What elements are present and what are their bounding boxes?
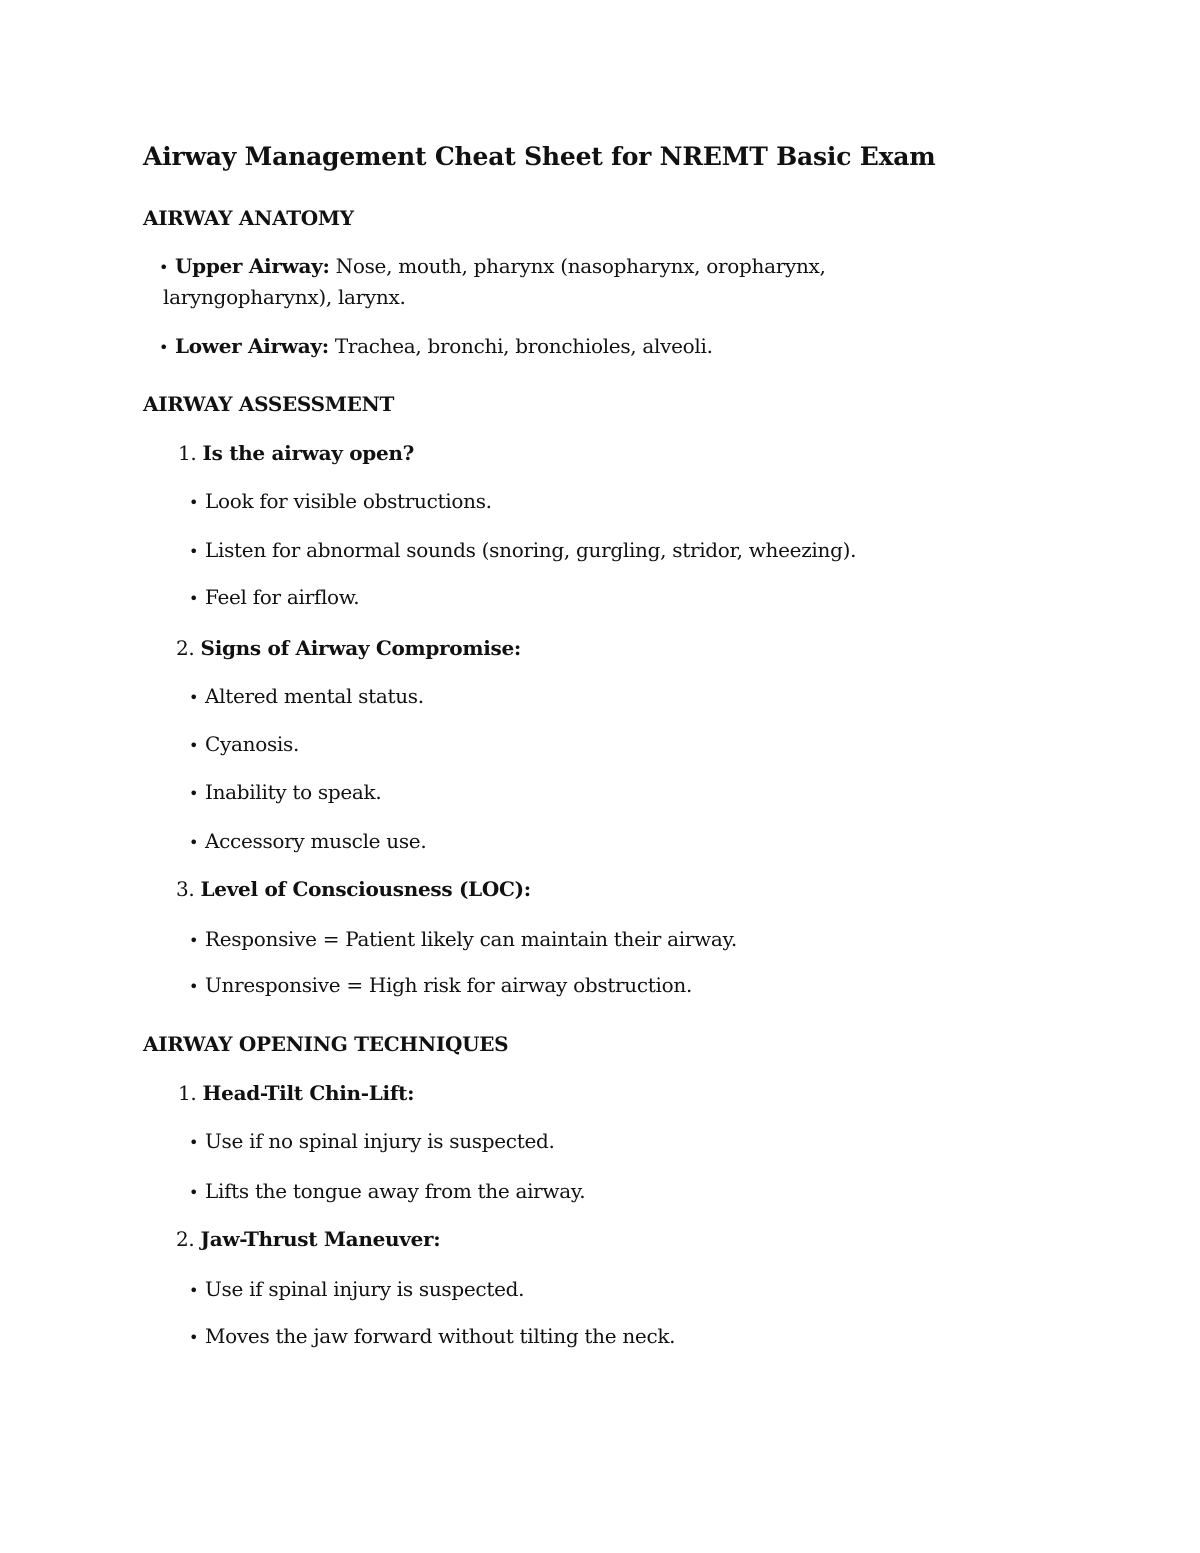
item-label: Jaw-Thrust Maneuver: <box>200 1227 441 1251</box>
item-label: Is the airway open? <box>202 441 415 465</box>
item-number: 1. <box>178 1081 197 1105</box>
numbered-item-airway-compromise <box>176 636 521 660</box>
item-number: 1. <box>178 441 197 465</box>
list-item: • Accessory muscle use. <box>189 829 427 853</box>
bullet-icon: • <box>189 1133 199 1152</box>
lower-airway-label: Lower Airway: <box>175 334 329 358</box>
list-item: • Feel for airflow. <box>189 585 360 609</box>
bullet-icon: • <box>189 784 199 803</box>
lower-airway-text: Trachea, bronchi, bronchioles, alveoli. <box>328 334 713 358</box>
item-number: 3. <box>176 877 195 901</box>
item-label: Head-Tilt Chin-Lift: <box>202 1081 415 1105</box>
document-title: Airway Management Cheat Sheet for NREMT Basic Exam <box>143 142 936 171</box>
list-item: • Unresponsive = High risk for airway obstruction. <box>189 973 693 997</box>
item-label: Signs of Airway Compromise: <box>200 636 521 660</box>
list-item: • Inability to speak. <box>189 780 382 804</box>
bullet-icon: • <box>189 1183 199 1202</box>
list-item: • Responsive = Patient likely can maintain their airway. <box>189 927 737 951</box>
numbered-item-airway-open <box>178 441 414 465</box>
bullet-icon: • <box>189 833 199 852</box>
list-item: • Cyanosis. <box>189 732 300 756</box>
list-item: • Use if no spinal injury is suspected. <box>189 1129 555 1153</box>
bullet-icon: • <box>189 542 199 561</box>
bullet-icon: • <box>189 736 199 755</box>
list-item: • Lifts the tongue away from the airway. <box>189 1179 586 1203</box>
list-item: • Altered mental status. <box>189 684 424 708</box>
list-item-upper-airway-cont: laryngopharynx), larynx. <box>163 285 406 309</box>
bullet-icon: • <box>189 589 199 608</box>
upper-airway-label: Upper Airway: <box>175 254 330 278</box>
list-item-lower-airway <box>159 334 713 358</box>
bullet-icon: • <box>159 338 169 357</box>
list-item: • Use if spinal injury is suspected. <box>189 1277 525 1301</box>
numbered-item-loc <box>176 877 531 901</box>
bullet-icon: • <box>189 493 199 512</box>
bullet-icon: • <box>189 1281 199 1300</box>
numbered-item-jaw-thrust <box>176 1227 440 1251</box>
item-label: Level of Consciousness (LOC): <box>200 877 531 901</box>
bullet-icon: • <box>189 931 199 950</box>
bullet-icon: • <box>159 258 169 277</box>
bullet-icon: • <box>189 1328 199 1347</box>
list-item: • Look for visible obstructions. <box>189 489 492 513</box>
list-item: • Listen for abnormal sounds (snoring, gurgling, stridor, wheezing). <box>189 538 857 562</box>
item-number: 2. <box>176 636 195 660</box>
section-heading-airway-assessment: AIRWAY ASSESSMENT <box>143 392 395 416</box>
numbered-item-head-tilt <box>178 1081 414 1105</box>
bullet-icon: • <box>189 977 199 996</box>
section-heading-airway-opening: AIRWAY OPENING TECHNIQUES <box>143 1032 509 1056</box>
upper-airway-text: Nose, mouth, pharynx (nasopharynx, oropharynx, <box>329 254 826 278</box>
bullet-icon: • <box>189 688 199 707</box>
section-heading-airway-anatomy: AIRWAY ANATOMY <box>143 206 354 230</box>
list-item-upper-airway <box>159 254 826 278</box>
item-number: 2. <box>176 1227 195 1251</box>
list-item: • Moves the jaw forward without tilting the neck. <box>189 1324 676 1348</box>
